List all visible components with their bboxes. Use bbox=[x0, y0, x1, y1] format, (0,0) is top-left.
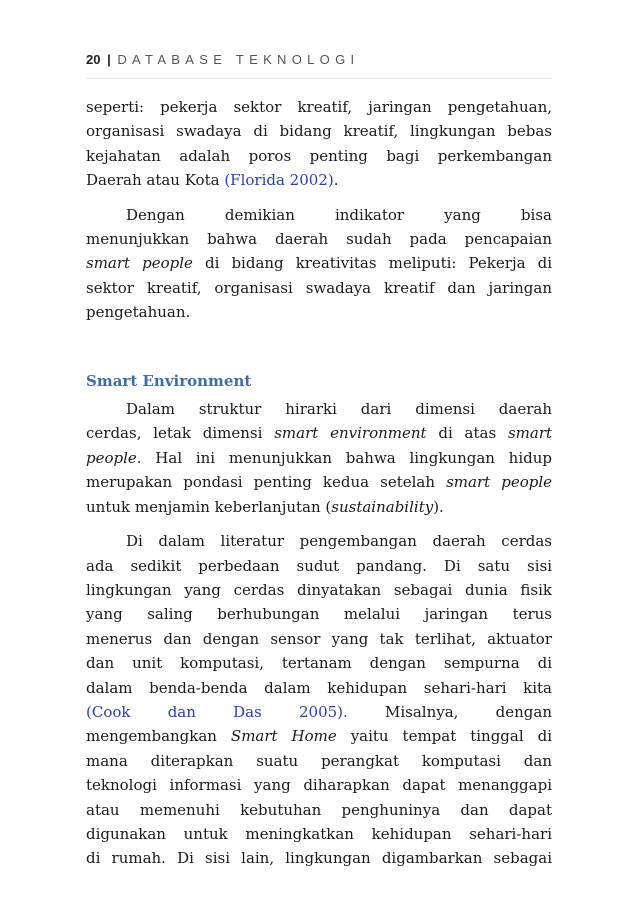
emphasis: smart people bbox=[446, 473, 553, 492]
text-line: digunakan untuk meningkatkan kehidupan sehari-hari bbox=[86, 824, 552, 843]
emphasis: Smart Home bbox=[230, 727, 337, 746]
section-heading: Smart Environment bbox=[86, 371, 252, 390]
text-line: menunjukkan bahwa daerah sudah pada pencapaian bbox=[86, 230, 552, 249]
paragraph-2 bbox=[86, 203, 552, 325]
text-line: di rumah. Di sisi lain, lingkungan digambarkan sebagai bbox=[86, 849, 552, 868]
emphasis: people bbox=[86, 448, 137, 467]
text-line bbox=[86, 421, 552, 445]
text-line: lingkungan yang cerdas dinyatakan sebagai dunia fisik bbox=[86, 580, 552, 599]
text-line: ada sedikit perbedaan sudut pandang. Di satu sisi bbox=[86, 556, 552, 575]
text-run: yaitu tempat tinggal di bbox=[336, 727, 552, 746]
citation-cook-das: (Cook dan Das 2005). bbox=[86, 702, 348, 721]
page-header bbox=[86, 52, 552, 79]
text-run: . bbox=[333, 171, 339, 190]
text-run: di bidang kreativitas meliputi: Pekerja di bbox=[192, 254, 552, 273]
text-line: teknologi informasi yang diharapkan dapat menanggapi bbox=[86, 776, 552, 795]
text-line: Di dalam literatur pengembangan daerah cerdas bbox=[126, 532, 552, 551]
text-line bbox=[86, 470, 552, 494]
text-run: Misalnya, dengan bbox=[347, 702, 553, 721]
paragraph-4 bbox=[86, 529, 552, 871]
text-line: organisasi swadaya di bidang kreatif, lingkungan bebas bbox=[86, 122, 552, 141]
text-line: Dalam struktur hirarki dari dimensi daerah bbox=[126, 400, 552, 419]
text-run: merupakan pondasi penting kedua setelah bbox=[86, 473, 447, 492]
citation-florida: (Florida 2002) bbox=[224, 171, 334, 190]
paragraph-1 bbox=[86, 95, 552, 193]
text-line bbox=[86, 700, 552, 724]
text-line: mana diterapkan suatu perangkat komputasi dan bbox=[86, 751, 552, 770]
text-line bbox=[86, 495, 552, 519]
text-line bbox=[86, 168, 552, 192]
text-line: dalam benda-benda dalam kehidupan sehari-hari kita bbox=[86, 678, 552, 697]
text-line: kejahatan adalah poros penting bagi perkembangan bbox=[86, 146, 552, 165]
text-run: . Hal ini menunjukkan bahwa lingkungan hidup bbox=[136, 448, 552, 467]
text-run: untuk menjamin keberlanjutan ( bbox=[86, 497, 332, 516]
page-number: 20 bbox=[86, 52, 101, 67]
text-line bbox=[86, 446, 552, 470]
running-title: DATABASE TEKNOLOGI bbox=[117, 52, 360, 67]
text-run: mengembangkan bbox=[86, 727, 231, 746]
emphasis: smart bbox=[507, 424, 553, 443]
text-line: yang saling berhubungan melalui jaringan terus bbox=[86, 605, 552, 624]
text-line bbox=[86, 724, 552, 748]
text-line: dan unit komputasi, tertanam dengan sempurna di bbox=[86, 654, 552, 673]
header-separator: | bbox=[107, 52, 111, 67]
text-line: Dengan demikian indikator yang bisa bbox=[126, 205, 552, 224]
text-run: ). bbox=[433, 497, 444, 516]
text-line bbox=[86, 251, 552, 275]
text-run: di atas bbox=[426, 424, 508, 443]
emphasis: sustainability bbox=[331, 497, 434, 516]
text-line: pengetahuan. bbox=[86, 303, 191, 322]
emphasis: smart people bbox=[86, 254, 193, 273]
text-line: seperti: pekerja sektor kreatif, jaringan pengetahuan, bbox=[86, 98, 552, 116]
page-body bbox=[86, 95, 552, 871]
emphasis: smart environment bbox=[274, 424, 427, 443]
text-run: cerdas, letak dimensi bbox=[86, 424, 275, 443]
text-line: sektor kreatif, organisasi swadaya kreatif dan jaringan bbox=[86, 278, 552, 297]
paragraph-3 bbox=[86, 397, 552, 519]
text-line: atau memenuhi kebutuhan penghuninya dan dapat bbox=[86, 800, 552, 819]
text-line: menerus dan dengan sensor yang tak terlihat, aktuator bbox=[86, 629, 552, 648]
text-run: Daerah atau Kota bbox=[86, 171, 225, 190]
